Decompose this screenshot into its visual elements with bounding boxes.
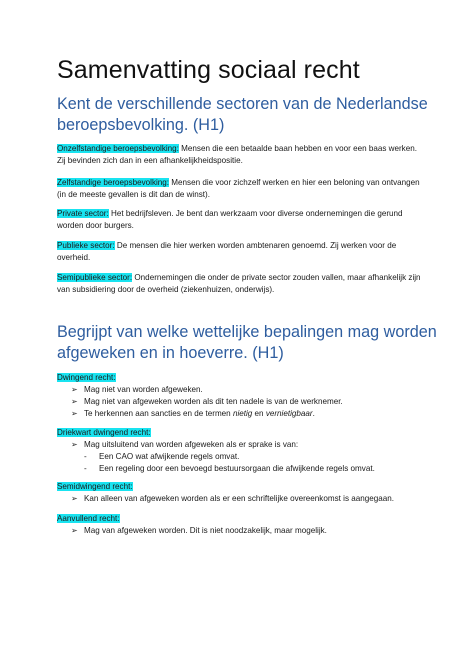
paragraph-semipublieke-sector xyxy=(57,272,427,297)
label-driekwart-dwingend-recht: Driekwart dwingend recht: xyxy=(57,428,151,437)
list-item: ➢ Kan alleen van afgeweken worden als er een schriftelijke overeenkomst is aangegaan. xyxy=(71,494,395,503)
label-semidwingend-recht: Semidwingend recht: xyxy=(57,482,133,491)
arrowhead-bullet-icon: ➢ xyxy=(71,409,78,418)
term-definition: Het bedrijfsleven. Je bent dan werkzaam voor diverse ondernemingen die gerund worden door burgers. xyxy=(57,209,403,231)
label-aanvullend-recht: Aanvullend recht: xyxy=(57,514,120,523)
paragraph-onzelfstandige xyxy=(57,143,427,168)
list-item: ➢ Mag niet van worden afgeweken. xyxy=(71,385,203,394)
paragraph-zelfstandige xyxy=(57,177,427,202)
dash-bullet-icon: - xyxy=(84,452,87,461)
paragraph-private-sector xyxy=(57,208,427,233)
term-highlight: Private sector: xyxy=(57,209,109,218)
sub-list-item: - Een regeling door een bevoegd bestuursorgaan die afwijkende regels omvat. xyxy=(84,464,375,473)
term-definition: De mensen die hier werken worden ambtenaren genoemd. Zij werken voor de overheid. xyxy=(57,241,397,263)
term-highlight: Semipublieke sector: xyxy=(57,273,133,282)
arrowhead-bullet-icon: ➢ xyxy=(71,397,78,406)
term-definition: Ondernemingen die onder de private sector zouden vallen, maar afhankelijk zijn van subsidiering door de overheid (ziekenhuizen, onderwijs). xyxy=(57,273,421,295)
list-item: ➢ Te herkennen aan sancties en de termen nietig en vernietigbaar. xyxy=(71,409,315,418)
list-item: ➢ Mag uitsluitend van worden afgeweken als er sprake is van: xyxy=(71,440,299,449)
document-title: Samenvatting sociaal recht xyxy=(57,56,360,84)
sub-list-item: - Een CAO wat afwijkende regels omvat. xyxy=(84,452,240,461)
section-heading-bepalingen: Begrijpt van welke wettelijke bepalingen mag worden afgeweken en in hoeverre. (H1) xyxy=(57,323,437,362)
arrowhead-bullet-icon: ➢ xyxy=(71,385,78,394)
label-dwingend-recht: Dwingend recht: xyxy=(57,373,116,382)
dash-bullet-icon: - xyxy=(84,464,87,473)
term-highlight: Publieke sector: xyxy=(57,241,115,250)
term-highlight: Zelfstandige beroepsbevolking: xyxy=(57,178,170,187)
arrowhead-bullet-icon: ➢ xyxy=(71,526,78,535)
arrowhead-bullet-icon: ➢ xyxy=(71,494,78,503)
term-definition: Mensen die voor zichzelf werken en hier een beloning van ontvangen (in de meeste gevallen is dit dan de winst). xyxy=(57,178,420,200)
paragraph-publieke-sector xyxy=(57,240,427,265)
term-definition: Mensen die een betaalde baan hebben en voor een baas werken. Zij bevinden zich dan in een afhankelijkheidspositie. xyxy=(57,144,417,166)
section-heading-sectoren: Kent de verschillende sectoren van de Nederlandse beroepsbevolking. (H1) xyxy=(57,95,428,134)
term-highlight: Onzelfstandige beroepsbevolking: xyxy=(57,144,179,153)
list-item: ➢ Mag niet van afgeweken worden als dit ten nadele is van de werknemer. xyxy=(71,397,343,406)
list-item: ➢ Mag van afgeweken worden. Dit is niet noodzakelijk, maar mogelijk. xyxy=(71,526,327,535)
arrowhead-bullet-icon: ➢ xyxy=(71,440,78,449)
